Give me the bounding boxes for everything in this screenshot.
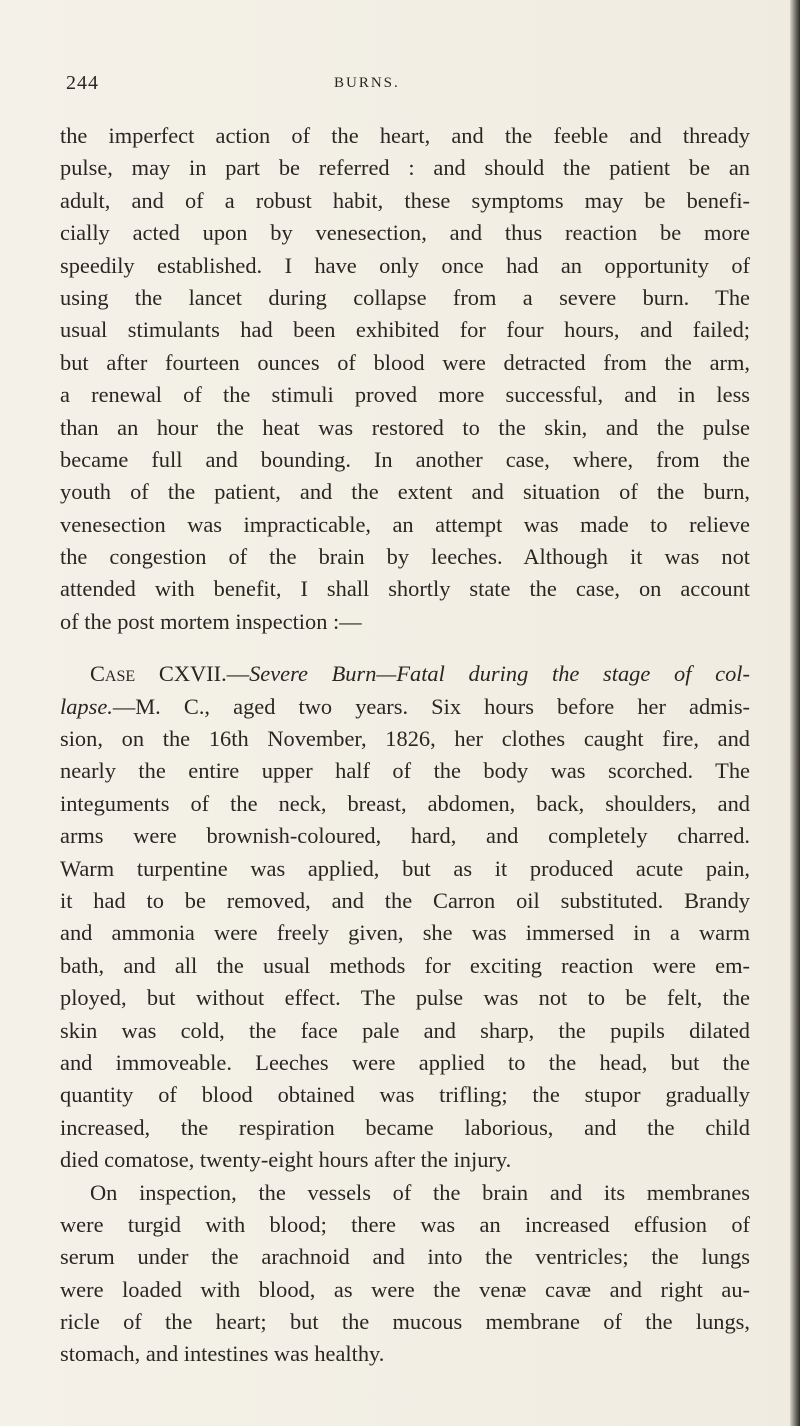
case-title-continued: lapse. (60, 693, 113, 719)
text-line: pulse, may in part be referred : and should the patient be an (60, 155, 750, 181)
text-line: speedily established. I have only once had an opportunity of (60, 252, 750, 278)
text-line: attended with benefit, I shall shortly state the case, on account (60, 576, 750, 602)
text-line: were turgid with blood; there was an increased effusion of (60, 1211, 750, 1237)
text-line: and immoveable. Leeches were applied to the head, but the (60, 1049, 750, 1075)
text-line: the imperfect action of the heart, and the feeble and thready (60, 123, 750, 148)
text-line: bath, and all the usual methods for exciting reaction were em- (60, 952, 750, 978)
text-line: skin was cold, the face pale and sharp, the pupils dilated (60, 1017, 750, 1043)
text-line: ricle of the heart; but the mucous membrane of the lungs, (60, 1309, 750, 1335)
case-title: Severe Burn—Fatal during the stage of col- (249, 661, 750, 687)
text-line: the congestion of the brain by leeches. Although it was not (60, 544, 750, 570)
case-heading-line (60, 658, 750, 690)
text-line: stomach, and intestines was healthy. (60, 1341, 385, 1367)
text-line: sion, on the 16th November, 1826, her clothes caught fire, and (60, 726, 750, 752)
body-text (60, 120, 750, 1371)
paragraph-3 (60, 1177, 750, 1371)
case-label-number: CXVII. (158, 661, 227, 687)
text-line: died comatose, twenty-eight hours after the injury. (60, 1147, 512, 1173)
section-gap (60, 638, 750, 658)
page-number: 244 (66, 72, 99, 94)
text-line: than an hour the heat was restored to the skin, and the pulse (60, 414, 750, 440)
text-line: serum under the arachnoid and into the ventricles; the lungs (60, 1244, 750, 1270)
text-line: increased, the respiration became laborious, and the child (60, 1114, 750, 1140)
text-line: of the post mortem inspection :— (60, 608, 362, 634)
text-line: were loaded with blood, as were the venæ cavæ and right au- (60, 1276, 750, 1302)
text-line: integuments of the neck, breast, abdomen, back, shoulders, and (60, 790, 750, 816)
text-line: On inspection, the vessels of the brain and its membranes (90, 1179, 750, 1205)
text-line: youth of the patient, and the extent and situation of the burn, (60, 479, 750, 505)
text-line: it had to be removed, and the Carron oil substituted. Brandy (60, 887, 750, 913)
book-spine-shadow (790, 0, 800, 1426)
case-opening-text: —M. C., aged two years. Six hours before her admis- (112, 693, 750, 719)
text-line: a renewal of the stimuli proved more successful, and in less (60, 382, 750, 408)
text-line: adult, and of a robust habit, these symptoms may be benefi- (60, 187, 750, 213)
running-head (66, 72, 746, 102)
text-line: arms were brownish-coloured, hard, and completely charred. (60, 823, 750, 849)
text-line: but after fourteen ounces of blood were detracted from the arm, (60, 349, 750, 375)
text-line: quantity of blood obtained was trifling; the stupor gradually (60, 1082, 750, 1108)
text-line: venesection was impracticable, an attempt was made to relieve (60, 511, 750, 537)
case-label-word: Case (90, 661, 136, 687)
text-line: nearly the entire upper half of the body was scorched. The (60, 758, 750, 784)
text-line: Warm turpentine was applied, but as it produced acute pain, (60, 855, 750, 881)
running-title: BURNS. (334, 75, 400, 91)
text-line: became full and bounding. In another case, where, from the (60, 446, 750, 472)
case-title-dash: — (226, 661, 250, 687)
text-line: using the lancet during collapse from a severe burn. The (60, 284, 750, 310)
text-line: usual stimulants had been exhibited for four hours, and failed; (60, 317, 750, 343)
text-line: ployed, but without effect. The pulse was not to be felt, the (60, 985, 750, 1011)
case-title-line-2 (60, 691, 750, 723)
text-line: cially acted upon by venesection, and thus reaction be more (60, 220, 750, 246)
paragraph-1 (60, 120, 750, 638)
text-line: and ammonia were freely given, she was immersed in a warm (60, 920, 750, 946)
case-report (60, 658, 750, 1176)
